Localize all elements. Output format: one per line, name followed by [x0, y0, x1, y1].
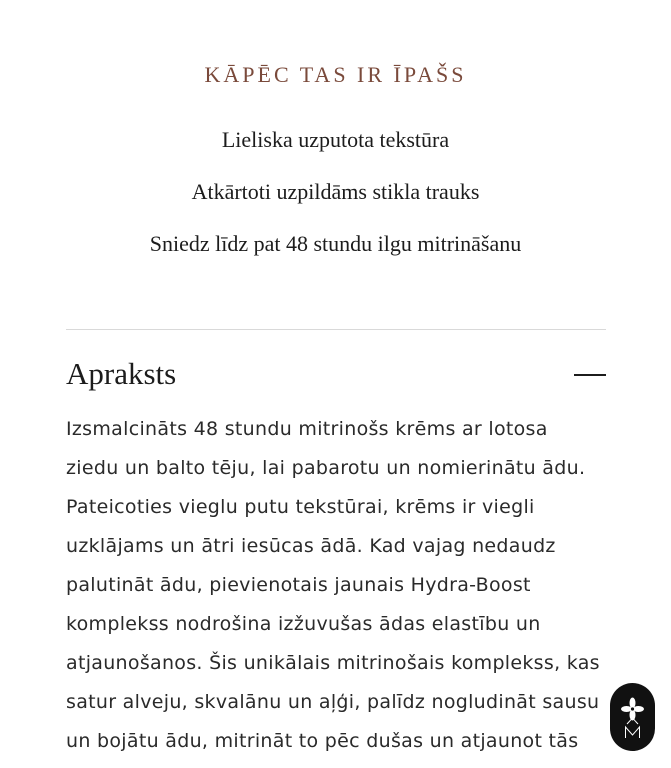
description-text: [66, 410, 611, 761]
description-line: atjaunošanos. Šis unikālais mitrinošais komplekss, kas: [66, 652, 600, 674]
description-line: Izsmalcināts 48 stundu mitrinošs krēms ar lotosa: [66, 418, 548, 440]
description-line: satur alveju, skvalānu un aļģi, palīdz nogludināt sausu: [66, 691, 600, 713]
description-line: palutināt ādu, pievienotais jaunais Hydra-Boost: [66, 574, 531, 596]
description-line: un bojātu ādu, mitrināt to pēc dušas un atjaunot tās: [66, 730, 579, 752]
description-line: komplekss nodrošina izžuvušas ādas elastību un: [66, 613, 541, 635]
why-special-title: KĀPĒC TAS IR ĪPAŠS: [204, 62, 467, 87]
description-line: Pateicoties vieglu putu tekstūrai, krēms ir viegli: [66, 496, 535, 518]
benefit-item: Sniedz līdz pat 48 stundu ilgu mitrināšanu: [149, 231, 522, 256]
brand-emblem-icon: [610, 683, 655, 751]
benefit-item: Lieliska uzputota tekstūra: [221, 127, 450, 152]
description-accordion-header[interactable]: [66, 352, 606, 400]
description-line: ziedu un balto tēju, lai pabarotu un nomierinātu ādu.: [66, 457, 586, 479]
minus-icon[interactable]: [574, 363, 606, 387]
floating-badge-button[interactable]: [610, 683, 655, 751]
description-title: Apraksts: [66, 356, 177, 391]
benefit-item: Atkārtoti uzpildāms stikla trauks: [191, 179, 480, 204]
description-line: uzklājams un ātri iesūcas ādā. Kad vajag nedaudz: [66, 535, 556, 557]
section-divider: [66, 329, 606, 330]
